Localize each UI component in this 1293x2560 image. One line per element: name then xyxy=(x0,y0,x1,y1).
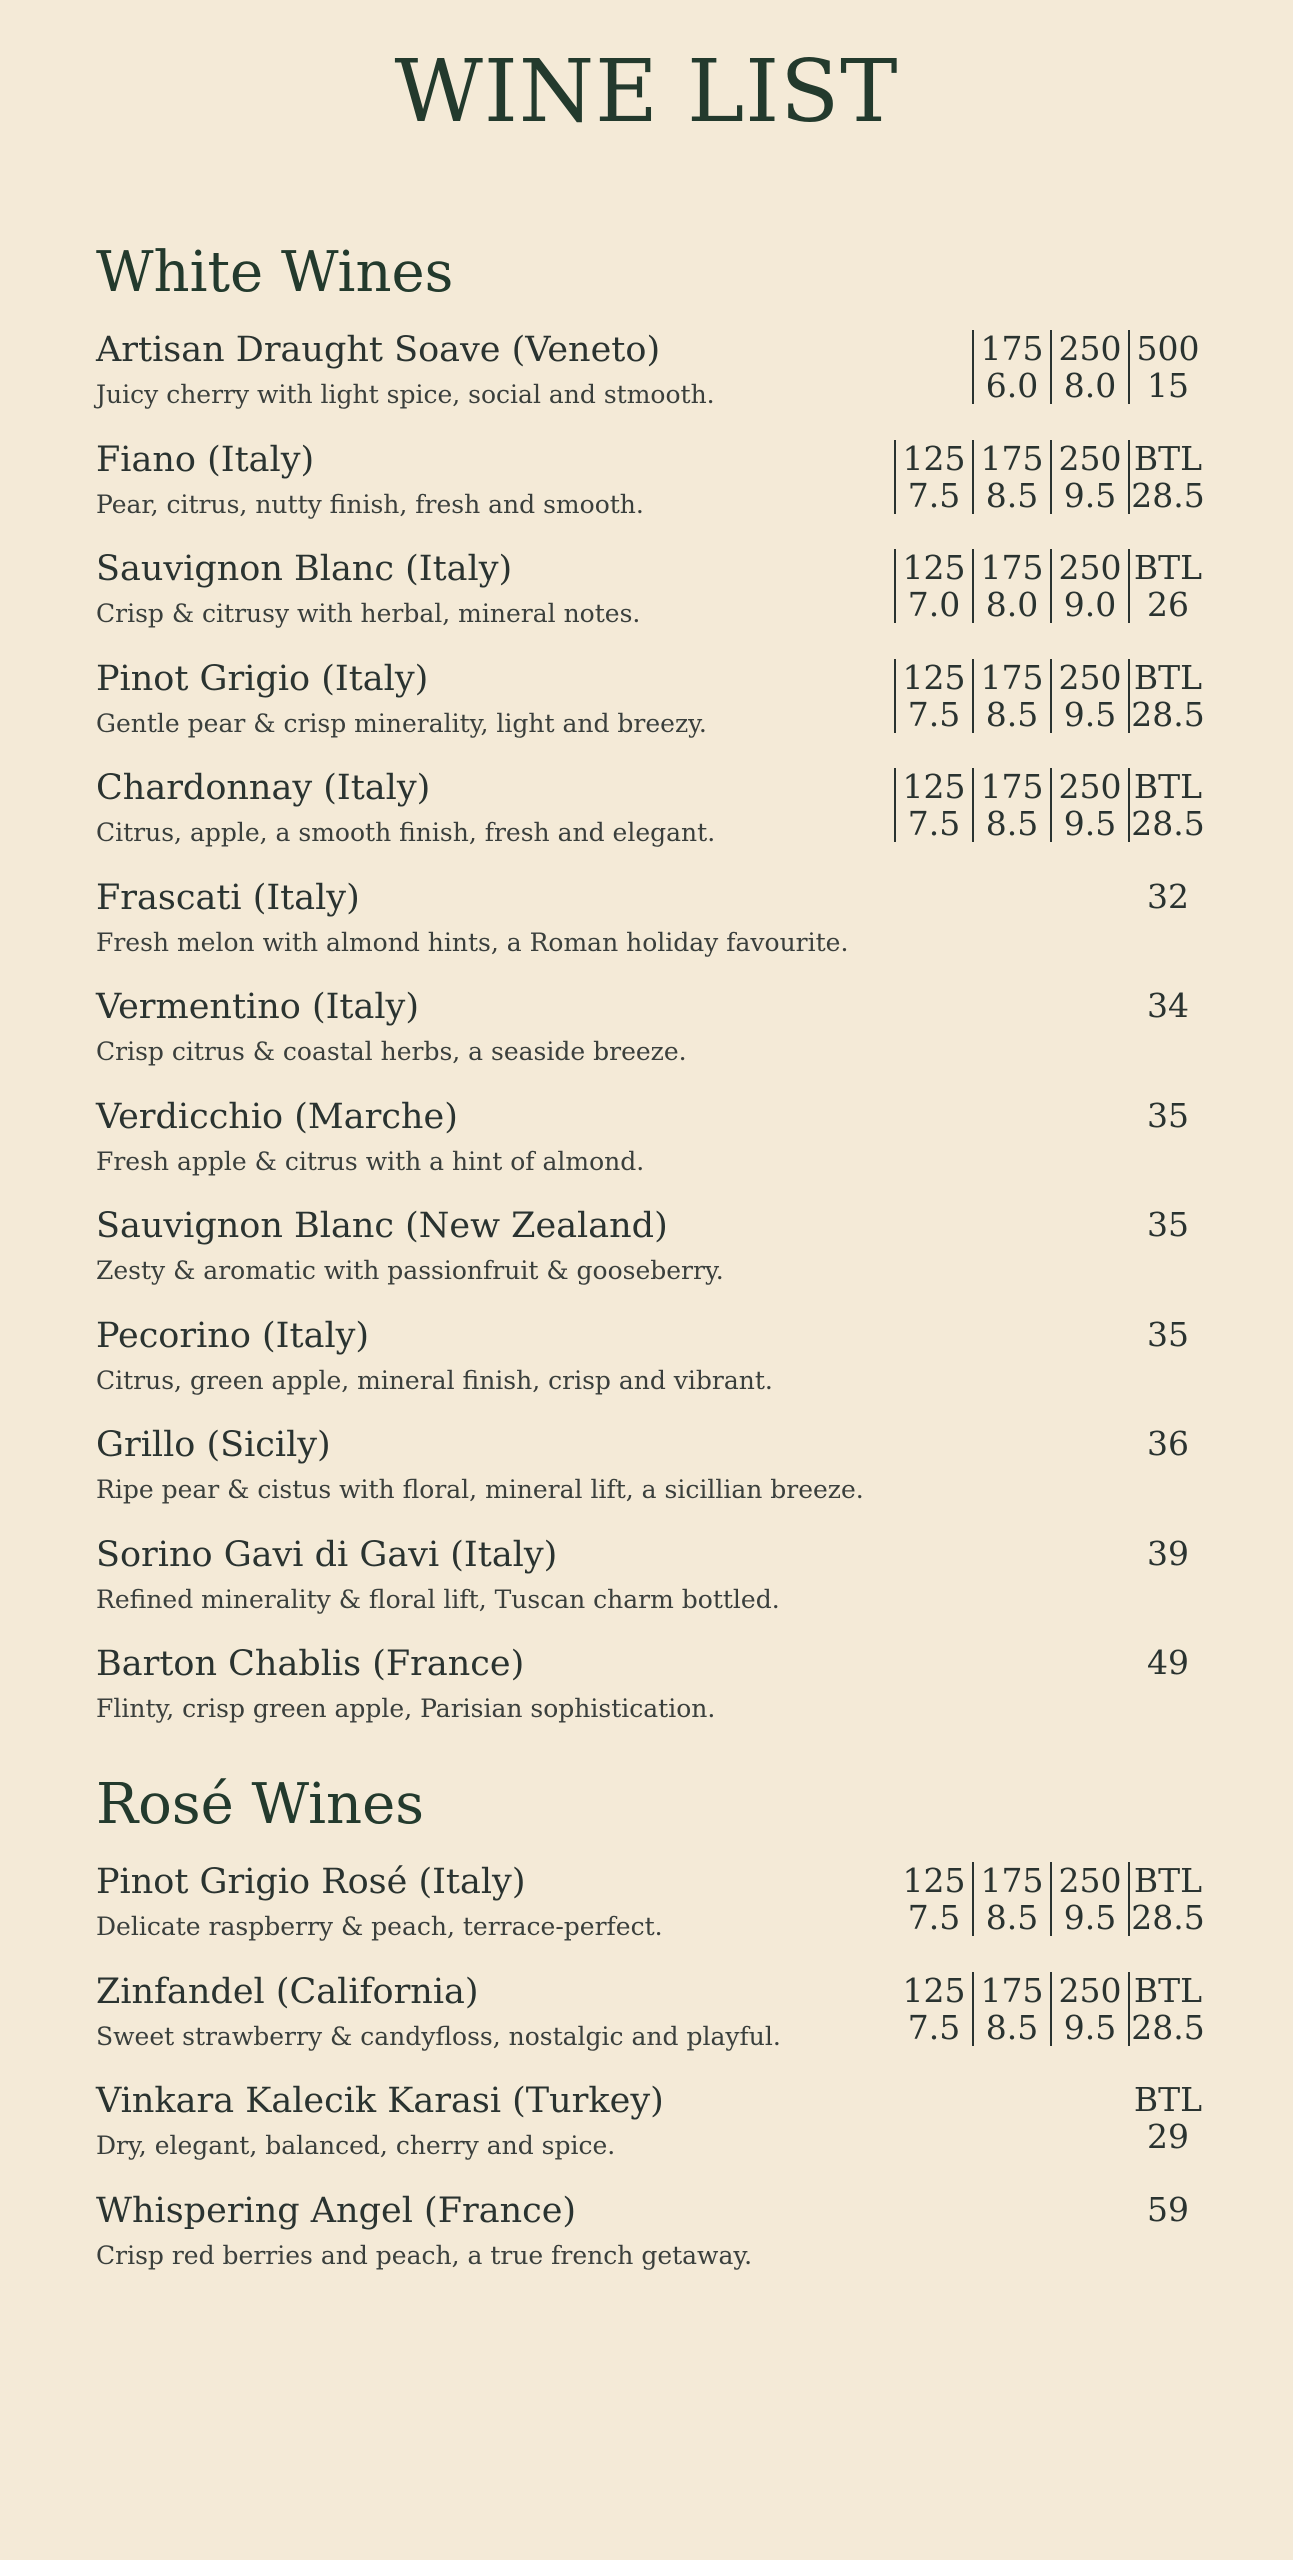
wine-description: Ripe pear & cistus with floral, mineral lift, a sicillian breeze. xyxy=(96,1475,864,1504)
price-value: 7.5 xyxy=(907,694,961,734)
wine-description: Fresh melon with almond hints, a Roman holiday favourite. xyxy=(96,927,849,957)
price-size: 250 xyxy=(1058,548,1122,587)
price-size: 250 xyxy=(1058,657,1122,697)
price-size: 250 xyxy=(1058,438,1122,478)
price-value: 9.5 xyxy=(1063,694,1117,734)
price-column xyxy=(972,768,1050,842)
wine-item xyxy=(96,549,1206,645)
price-value: 7.5 xyxy=(907,804,961,843)
wine-name: Barton Chablis (France) xyxy=(96,1644,525,1684)
wine-item xyxy=(96,1206,1206,1302)
price-column xyxy=(1130,2191,1206,2228)
price-column xyxy=(1130,1206,1206,1243)
wine-name: Frascati (Italy) xyxy=(96,877,360,918)
price-column xyxy=(1130,987,1206,1024)
wine-description: Crisp & citrusy with herbal, mineral notes. xyxy=(96,599,641,628)
price-value: 32 xyxy=(1147,876,1189,916)
price-column xyxy=(1050,440,1128,514)
price-column xyxy=(1130,2081,1206,2155)
price-size: 175 xyxy=(980,767,1044,806)
price-value: 35 xyxy=(1147,1095,1189,1135)
price-column xyxy=(972,440,1050,514)
price-block xyxy=(1130,1097,1206,1134)
wine-description: Gentle pear & crisp minerality, light and breezy. xyxy=(96,708,707,738)
price-block xyxy=(1130,1316,1206,1353)
wine-name: Fiano (Italy) xyxy=(96,439,315,480)
price-block xyxy=(894,659,1206,733)
price-size: BTL xyxy=(1133,1861,1203,1900)
price-column xyxy=(894,659,972,733)
price-value: 9.5 xyxy=(1063,804,1117,843)
price-value: 9.5 xyxy=(1063,2007,1117,2047)
price-block xyxy=(1130,1425,1206,1462)
price-block xyxy=(1130,2191,1206,2228)
price-value: 9.5 xyxy=(1063,1898,1117,1937)
wine-name: Zinfandel (California) xyxy=(96,1971,479,2012)
wine-item xyxy=(96,768,1206,864)
price-size: BTL xyxy=(1133,548,1203,587)
wine-description: Fresh apple & citrus with a hint of almond. xyxy=(96,1146,645,1176)
wine-name: Whispering Angel (France) xyxy=(96,2190,577,2231)
price-column xyxy=(972,330,1050,404)
price-column xyxy=(1050,330,1128,404)
price-block xyxy=(896,1862,1206,1936)
price-value: 36 xyxy=(1147,1424,1189,1463)
price-size: 125 xyxy=(902,548,966,587)
wine-description: Pear, citrus, nutty finish, fresh and smooth. xyxy=(96,489,644,519)
price-block xyxy=(1130,2081,1206,2155)
wine-item xyxy=(96,1425,1206,1521)
wine-item xyxy=(96,1972,1206,2068)
price-value: 28.5 xyxy=(1131,475,1205,515)
wine-name: Pecorino (Italy) xyxy=(96,1315,370,1356)
price-column xyxy=(894,549,972,623)
price-size: 175 xyxy=(980,657,1044,697)
price-block xyxy=(1130,1644,1206,1681)
wine-description: Citrus, apple, a smooth finish, fresh and elegant. xyxy=(96,818,716,847)
wine-description: Refined minerality & floral lift, Tuscan charm bottled. xyxy=(96,1584,780,1614)
price-column xyxy=(1130,1316,1206,1353)
price-value: 35 xyxy=(1147,1314,1189,1354)
price-value: 59 xyxy=(1147,2189,1189,2229)
wine-item xyxy=(96,2191,1206,2287)
price-block xyxy=(1130,1535,1206,1572)
price-value: 49 xyxy=(1147,1643,1189,1682)
price-value: 9.0 xyxy=(1063,585,1117,624)
price-block xyxy=(894,768,1206,842)
wine-name: Verdicchio (Marche) xyxy=(96,1096,458,1137)
wine-name: Vermentino (Italy) xyxy=(96,987,419,1027)
price-column xyxy=(1128,1862,1206,1936)
price-column xyxy=(1050,1972,1128,2046)
price-value: 35 xyxy=(1147,1205,1189,1244)
price-column xyxy=(1050,549,1128,623)
price-size: BTL xyxy=(1133,767,1203,806)
price-value: 34 xyxy=(1147,986,1189,1025)
price-size: BTL xyxy=(1133,1970,1203,2010)
price-size: 175 xyxy=(980,329,1044,368)
wine-name: Sauvignon Blanc (Italy) xyxy=(96,549,513,589)
wine-name: Sauvignon Blanc (New Zealand) xyxy=(96,1206,668,1246)
wine-item xyxy=(96,2081,1206,2177)
price-size: 250 xyxy=(1058,329,1122,368)
price-value: 28.5 xyxy=(1131,2007,1205,2047)
price-column xyxy=(1130,1535,1206,1572)
price-size: 175 xyxy=(980,1861,1044,1900)
price-column xyxy=(896,1972,972,2046)
wine-description: Flinty, crisp green apple, Parisian sophistication. xyxy=(96,1694,716,1723)
price-column xyxy=(972,549,1050,623)
price-block xyxy=(1130,878,1206,915)
price-block xyxy=(896,1972,1206,2046)
price-size: BTL xyxy=(1133,438,1203,478)
price-column xyxy=(972,1972,1050,2046)
wine-name: Chardonnay (Italy) xyxy=(96,768,431,808)
wine-item xyxy=(96,1644,1206,1740)
page-title: WINE LIST xyxy=(394,42,899,142)
price-value: 8.5 xyxy=(985,2007,1039,2047)
price-column xyxy=(1050,1862,1128,1936)
price-value: 7.5 xyxy=(907,1898,961,1937)
wine-name: Sorino Gavi di Gavi (Italy) xyxy=(96,1534,558,1575)
price-size: BTL xyxy=(1133,657,1203,697)
price-size: 125 xyxy=(902,438,966,478)
price-value: 9.5 xyxy=(1063,475,1117,515)
price-value: 8.0 xyxy=(985,585,1039,624)
price-value: 8.5 xyxy=(985,694,1039,734)
price-column xyxy=(972,1862,1050,1936)
price-block xyxy=(894,440,1206,514)
wine-name: Pinot Grigio (Italy) xyxy=(96,658,429,699)
price-value: 28.5 xyxy=(1131,804,1205,843)
price-column xyxy=(1130,1097,1206,1134)
wine-item xyxy=(96,1535,1206,1631)
price-column xyxy=(1128,1972,1206,2046)
wine-item xyxy=(96,1097,1206,1193)
price-size: 125 xyxy=(902,1861,966,1900)
price-column xyxy=(1128,549,1206,623)
price-size: 175 xyxy=(980,438,1044,478)
price-size: BTL xyxy=(1133,2080,1203,2119)
price-value: 8.5 xyxy=(985,1898,1039,1937)
price-value: 7.5 xyxy=(907,475,961,515)
wine-description: Juicy cherry with light spice, social and stmooth. xyxy=(96,380,715,409)
price-column xyxy=(894,440,972,514)
wine-item xyxy=(96,659,1206,755)
section-title-rose-wines: Rosé Wines xyxy=(96,1772,424,1837)
price-value: 7.5 xyxy=(907,2007,961,2047)
price-column xyxy=(1130,1425,1206,1462)
wine-item xyxy=(96,987,1206,1083)
wine-description: Zesty & aromatic with passionfruit & gooseberry. xyxy=(96,1256,724,1285)
wine-description: Crisp red berries and peach, a true french getaway. xyxy=(96,2240,753,2270)
price-column xyxy=(1130,1644,1206,1681)
wine-name: Pinot Grigio Rosé (Italy) xyxy=(96,1862,526,1902)
price-column xyxy=(1050,768,1128,842)
wine-item xyxy=(96,1862,1206,1958)
price-column xyxy=(894,768,972,842)
wine-item xyxy=(96,878,1206,974)
wine-item xyxy=(96,330,1206,426)
price-value: 28.5 xyxy=(1131,694,1205,734)
price-column xyxy=(1128,440,1206,514)
price-value: 28.5 xyxy=(1131,1898,1205,1937)
wine-item xyxy=(96,440,1206,536)
price-size: 175 xyxy=(980,1970,1044,2010)
wine-description: Delicate raspberry & peach, terrace-perfect. xyxy=(96,1912,663,1941)
wine-name: Artisan Draught Soave (Veneto) xyxy=(96,330,661,370)
price-value: 26 xyxy=(1147,585,1189,624)
wine-description: Sweet strawberry & candyfloss, nostalgic and playful. xyxy=(96,2021,781,2051)
price-column xyxy=(972,659,1050,733)
price-value: 39 xyxy=(1147,1533,1189,1573)
price-value: 15 xyxy=(1147,366,1189,405)
price-size: 125 xyxy=(902,767,966,806)
section-title-white-wines: White Wines xyxy=(96,240,454,305)
wine-name: Vinkara Kalecik Karasi (Turkey) xyxy=(96,2081,664,2121)
wine-item xyxy=(96,1316,1206,1412)
price-column xyxy=(1128,768,1206,842)
wine-description: Crisp citrus & coastal herbs, a seaside breeze. xyxy=(96,1037,687,1066)
price-block xyxy=(894,549,1206,623)
price-value: 29 xyxy=(1147,2117,1189,2156)
price-size: 500 xyxy=(1136,329,1200,368)
price-size: 250 xyxy=(1058,1970,1122,2010)
price-value: 6.0 xyxy=(985,366,1039,405)
price-size: 250 xyxy=(1058,767,1122,806)
price-column xyxy=(896,1862,972,1936)
price-size: 125 xyxy=(902,657,966,697)
price-block xyxy=(972,330,1206,404)
price-size: 125 xyxy=(902,1970,966,2010)
price-value: 8.0 xyxy=(1063,366,1117,405)
price-value: 8.5 xyxy=(985,475,1039,515)
price-size: 250 xyxy=(1058,1861,1122,1900)
price-block xyxy=(1130,1206,1206,1243)
wine-description: Dry, elegant, balanced, cherry and spice. xyxy=(96,2131,616,2160)
price-column xyxy=(1128,659,1206,733)
price-block xyxy=(1130,987,1206,1024)
price-column xyxy=(1130,878,1206,915)
wine-description: Citrus, green apple, mineral finish, crisp and vibrant. xyxy=(96,1365,773,1395)
price-size: 175 xyxy=(980,548,1044,587)
wine-name: Grillo (Sicily) xyxy=(96,1425,331,1465)
price-column xyxy=(1128,330,1206,404)
price-column xyxy=(1050,659,1128,733)
price-value: 8.5 xyxy=(985,804,1039,843)
price-value: 7.0 xyxy=(907,585,961,624)
